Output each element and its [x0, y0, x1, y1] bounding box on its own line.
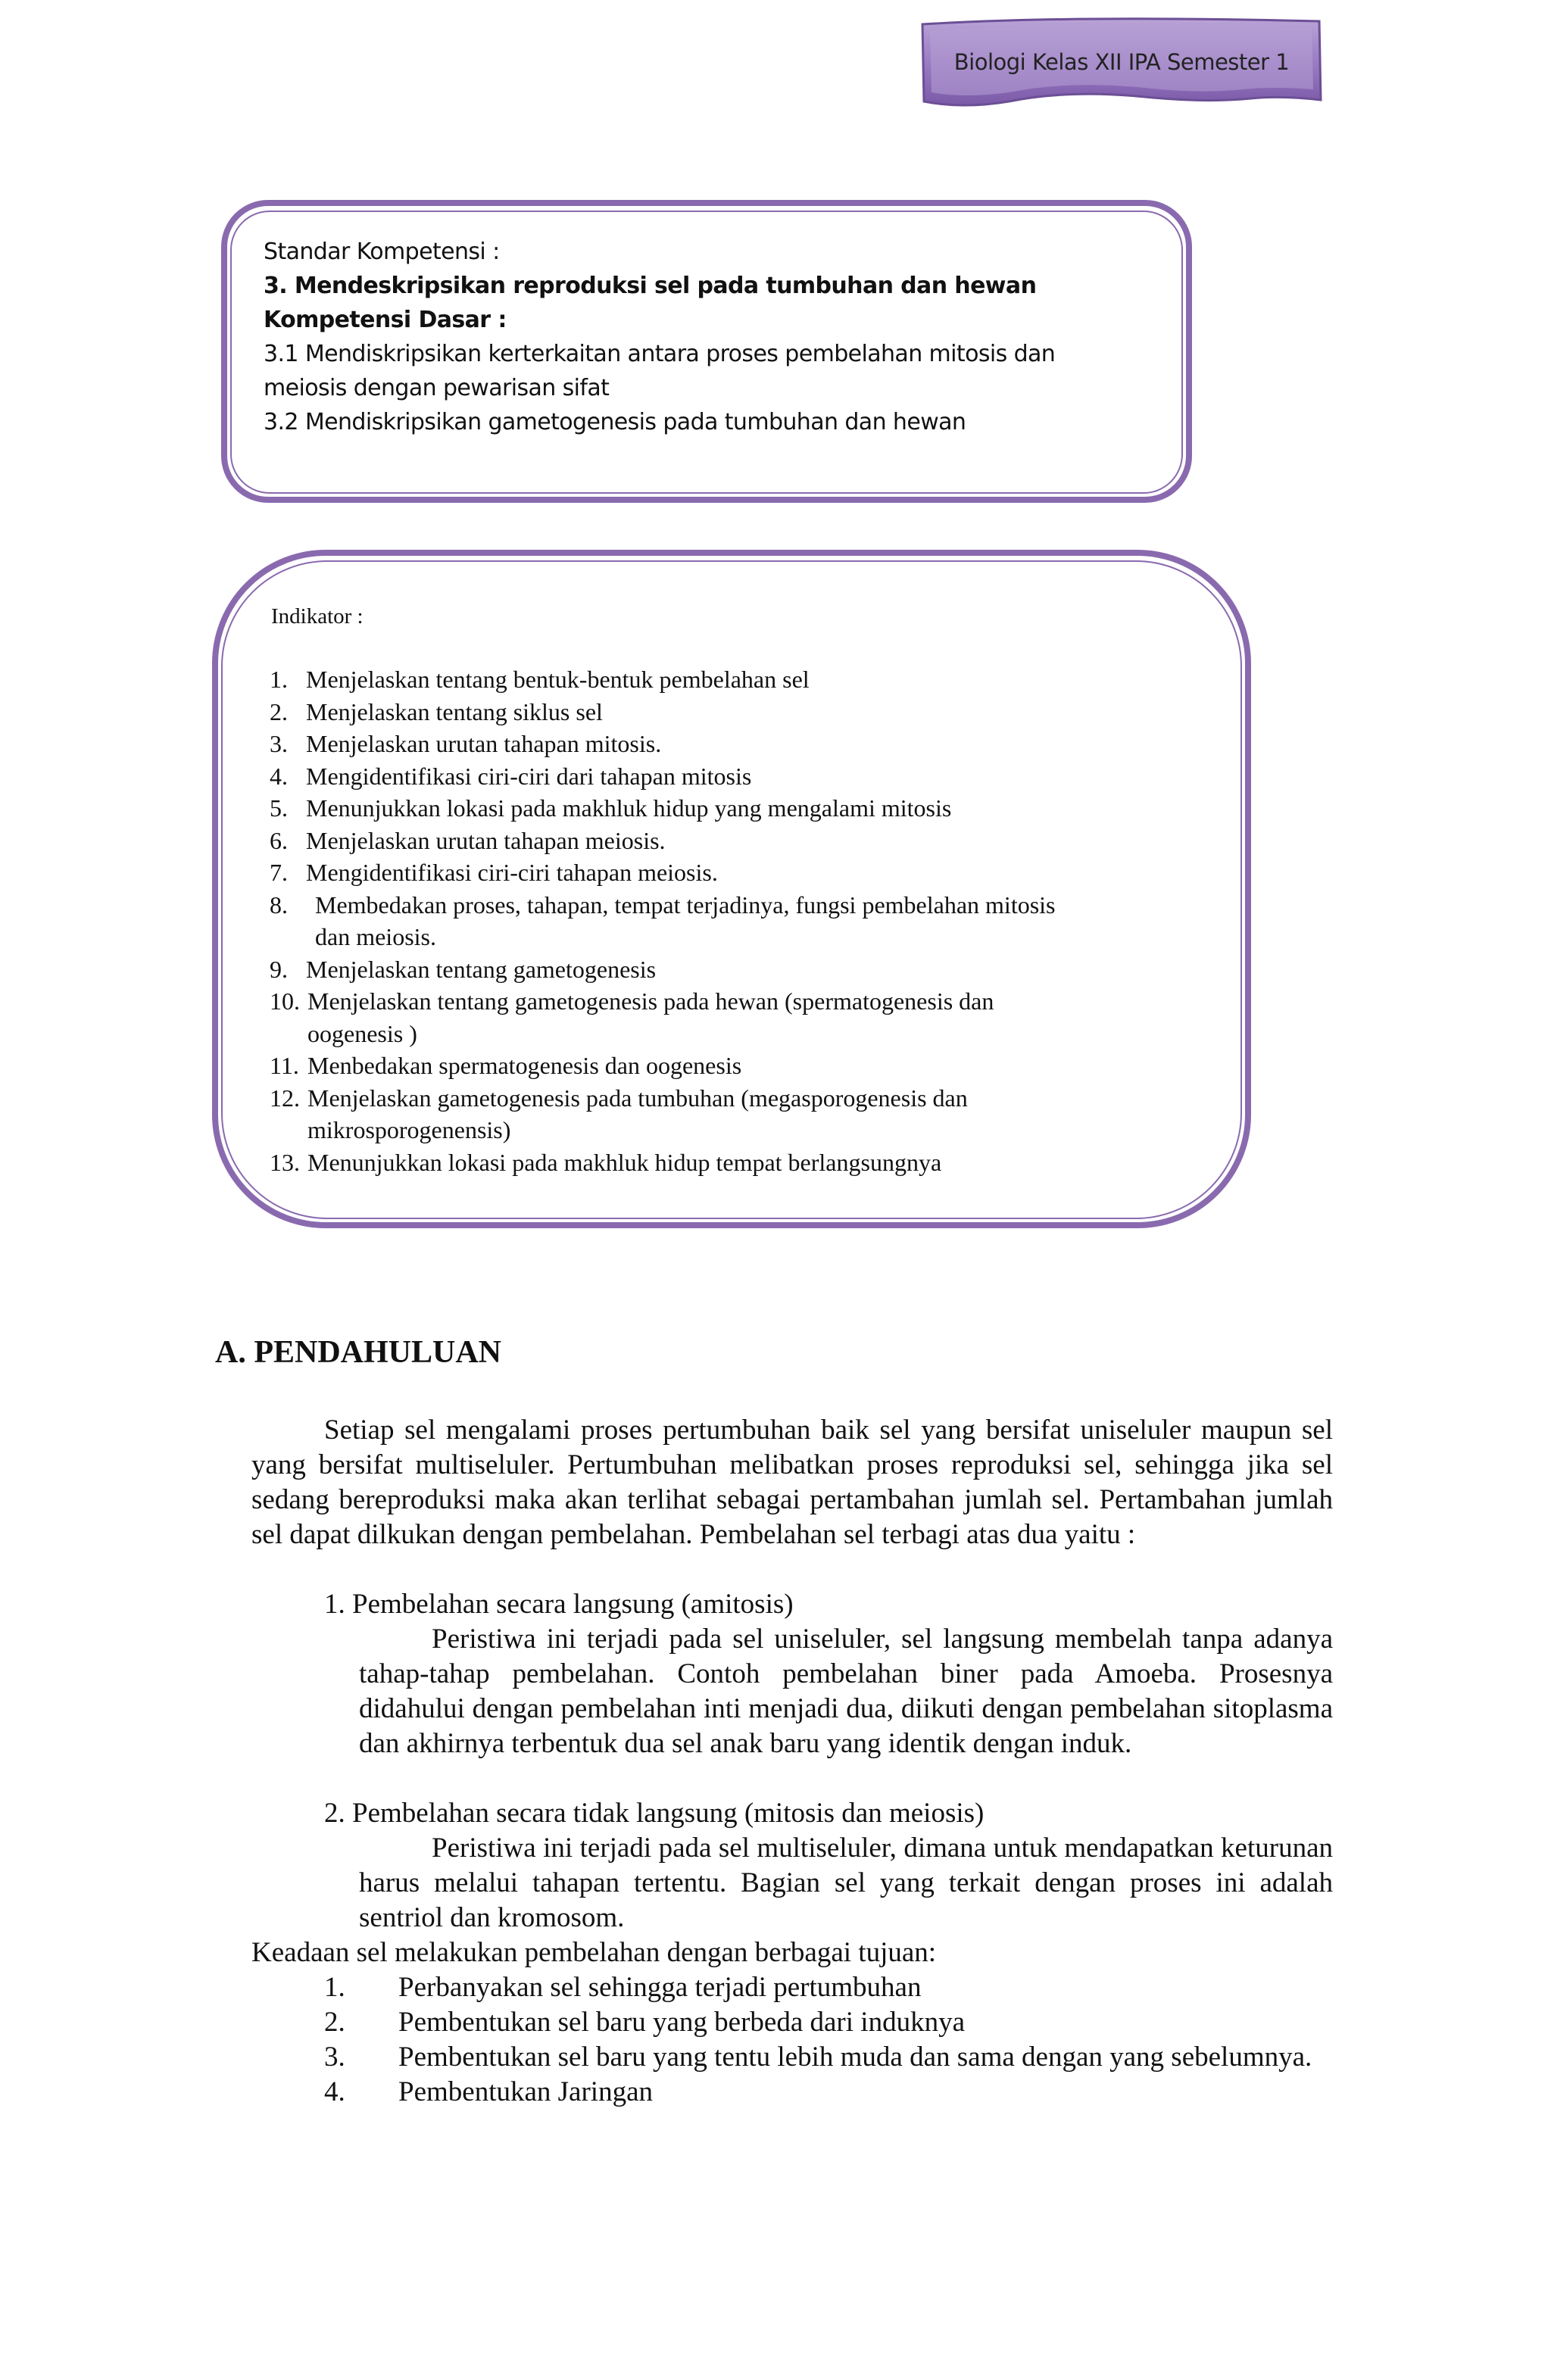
- indicator-item: [270, 889, 1216, 953]
- purpose-number: 2.: [324, 2007, 345, 2038]
- indicator-item: [270, 1082, 1216, 1146]
- section-title: A. PENDAHULUAN: [215, 1335, 501, 1370]
- sub1-title: 1. Pembelahan secara langsung (amitosis): [324, 1589, 794, 1620]
- indicator-number: 3.: [270, 730, 288, 757]
- kd-2: 3.2 Mendiskripsikan gametogenesis pada tumbuhan dan hewan: [264, 409, 966, 435]
- indicator-number: 1.: [270, 666, 288, 693]
- indicator-text: Menbedakan spermatogenesis dan oogenesis: [307, 1052, 742, 1079]
- sk-text: 3. Mendeskripsikan reproduksi sel pada tumbuhan dan hewan: [264, 273, 1037, 299]
- indicator-text: Mengidentifikasi ciri-ciri tahapan meiosis.: [306, 859, 718, 886]
- indicator-item: [270, 1146, 1216, 1179]
- purpose-number: 4.: [324, 2076, 345, 2107]
- indicator-text: Membedakan proses, tahapan, tempat terjadinya, fungsi pembelahan mitosis: [315, 891, 1056, 919]
- purpose-list: [324, 1970, 1333, 2110]
- indicator-number: 7.: [270, 859, 288, 886]
- indicator-text: Menjelaskan tentang gametogenesis: [306, 955, 657, 983]
- intro-paragraph: Setiap sel mengalami proses pertumbuhan baik sel yang bersifat uniseluler maupun sel yang bersifat multiseluler. Pertumbuhan melibatkan proses reproduksi sel, sehingga jika sel sedang bereproduksi maka akan terlihat sebagai pertambahan jumlah sel. Pertambahan jumlah sel dapat dilkukan dengan pembelahan. Pembelahan sel terbagi atas dua yaitu :: [251, 1415, 1333, 1550]
- indicator-text: Menjelaskan tentang bentuk-bentuk pembelahan sel: [306, 666, 810, 693]
- indicator-number: 8.: [270, 891, 288, 919]
- indicator-item: [270, 663, 1216, 696]
- indicator-number: 5.: [270, 794, 288, 822]
- indicator-item: [270, 792, 1216, 825]
- indicator-text: Menjelaskan urutan tahapan mitosis.: [306, 730, 662, 757]
- purpose-item: [324, 2075, 1333, 2110]
- indicator-text: Mengidentifikasi ciri-ciri dari tahapan mitosis: [306, 762, 752, 790]
- indicator-number: 11.: [270, 1052, 299, 1079]
- indicator-text-continued: mikrosporogenensis): [307, 1116, 511, 1143]
- indicator-text: Menunjukkan lokasi pada makhluk hidup tempat berlangsungnya: [307, 1148, 942, 1176]
- indicator-item: [270, 856, 1216, 889]
- purpose-text: Pembentukan Jaringan: [398, 2076, 653, 2107]
- indicator-text-continued: oogenesis ): [307, 1019, 417, 1047]
- header-tab: [918, 17, 1325, 108]
- purpose-item: [324, 2005, 1333, 2040]
- indicator-text: Menjelaskan tentang gametogenesis pada hewan (spermatogenesis dan: [307, 987, 994, 1015]
- purpose-number: 3.: [324, 2042, 345, 2073]
- sub2-text: Peristiwa ini terjadi pada sel multiseluler, dimana untuk mendapatkan keturunan harus melalui tahapan tertentu. Bagian sel yang terkait dengan proses ini adalah sentriol dan kromosom.: [359, 1833, 1333, 1933]
- indicator-number: 13.: [270, 1148, 300, 1176]
- indicator-number: 9.: [270, 955, 288, 983]
- sub2-title: 2. Pembelahan secara tidak langsung (mitosis dan meiosis): [324, 1798, 985, 1829]
- indicator-number: 2.: [270, 697, 288, 725]
- indicator-text: Menjelaskan gametogenesis pada tumbuhan (megasporogenesis dan: [307, 1084, 968, 1112]
- indicator-label: Indikator :: [271, 604, 364, 629]
- competency-content: [264, 235, 1172, 439]
- indicator-text-continued: dan meiosis.: [315, 923, 436, 950]
- indicator-list: [270, 663, 1216, 1178]
- kd-1-line2: meiosis dengan pewarisan sifat: [264, 375, 610, 401]
- indicator-text: Menunjukkan lokasi pada makhluk hidup yang mengalami mitosis: [306, 794, 952, 822]
- indicator-number: 6.: [270, 826, 288, 854]
- purpose-item: [324, 1970, 1333, 2005]
- indicator-item: [270, 728, 1216, 760]
- indicator-number: 4.: [270, 762, 288, 790]
- indicator-text: Menjelaskan urutan tahapan meiosis.: [306, 826, 666, 854]
- indicator-item: [270, 825, 1216, 857]
- indicator-item: [270, 760, 1216, 793]
- kd-label: Kompetensi Dasar :: [264, 307, 507, 333]
- indicator-item: [270, 953, 1216, 986]
- purpose-text: Pembentukan sel baru yang tentu lebih muda dan sama dengan yang sebelumnya.: [398, 2042, 1312, 2073]
- indicator-item: [270, 1050, 1216, 1082]
- indicator-text: Menjelaskan tentang siklus sel: [306, 697, 603, 725]
- sub1-text: Peristiwa ini terjadi pada sel uniseluler, sel langsung membelah tanpa adanya tahap-tahap pembelahan. Contoh pembelahan biner pada Amoeba. Prosesnya didahului dengan pembelahan inti menjadi dua, diikuti dengan pembelahan sitoplasma dan akhirnya terbentuk dua sel anak baru yang identik dengan induk.: [359, 1624, 1333, 1759]
- purpose-text: Pembentukan sel baru yang berbeda dari induknya: [398, 2007, 965, 2038]
- header-tab-label: Biologi Kelas XII IPA Semester 1: [953, 49, 1290, 75]
- indicator-item: [270, 985, 1216, 1050]
- indicator-item: [270, 696, 1216, 728]
- purpose-item: [324, 2040, 1333, 2075]
- indicator-number: 10.: [270, 987, 300, 1015]
- kd-1-line1: 3.1 Mendiskripsikan kerterkaitan antara proses pembelahan mitosis dan: [264, 341, 1056, 367]
- indicator-number: 12.: [270, 1084, 300, 1112]
- purpose-number: 1.: [324, 1972, 345, 2003]
- purpose-text: Perbanyakan sel sehingga terjadi pertumbuhan: [398, 1972, 922, 2003]
- sk-label: Standar Kompetensi :: [264, 239, 500, 265]
- purpose-intro: Keadaan sel melakukan pembelahan dengan berbagai tujuan:: [251, 1937, 937, 1968]
